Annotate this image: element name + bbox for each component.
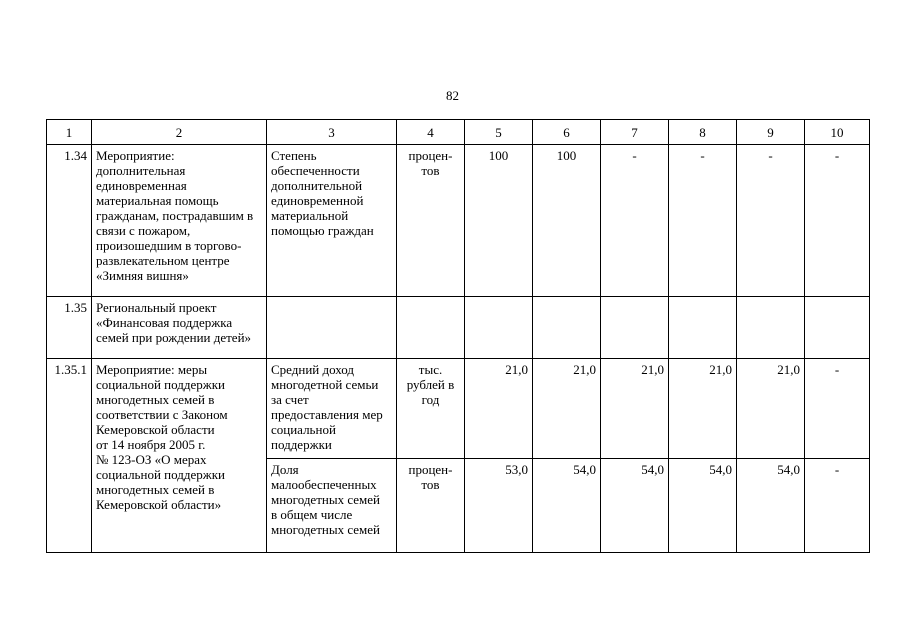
value-cell: 100	[465, 145, 533, 297]
value-cell: 54,0	[601, 459, 669, 553]
empty-cell	[737, 297, 805, 359]
column-header: 7	[601, 120, 669, 145]
value-cell: 21,0	[533, 359, 601, 459]
empty-cell	[397, 297, 465, 359]
empty-cell	[267, 297, 397, 359]
column-header: 5	[465, 120, 533, 145]
value-cell: -	[805, 459, 870, 553]
empty-cell	[669, 297, 737, 359]
event-cell: Мероприятие: меры социальной поддержки многодетных семей в соответствии с Законом Кемеровской области от 14 ноября 2005 г. № 123-ОЗ «О мерах социальной поддержки многодетных семей в Кемеровской области»	[92, 359, 267, 553]
value-cell: 100	[533, 145, 601, 297]
column-header: 3	[267, 120, 397, 145]
row-number: 1.35.1	[47, 359, 92, 553]
column-header: 8	[669, 120, 737, 145]
row-number: 1.35	[47, 297, 92, 359]
page-number: 82	[446, 88, 459, 103]
column-header: 1	[47, 120, 92, 145]
value-cell: 21,0	[737, 359, 805, 459]
value-cell: 54,0	[533, 459, 601, 553]
value-cell: 54,0	[737, 459, 805, 553]
unit-cell: процен- тов	[397, 145, 465, 297]
value-cell: -	[737, 145, 805, 297]
value-cell: 21,0	[601, 359, 669, 459]
value-cell: 53,0	[465, 459, 533, 553]
column-header: 10	[805, 120, 870, 145]
column-header: 4	[397, 120, 465, 145]
column-header: 6	[533, 120, 601, 145]
empty-cell	[465, 297, 533, 359]
value-cell: -	[669, 145, 737, 297]
event-cell: Мероприятие: дополнительная единовременная материальная помощь гражданам, пострадавшим в связи с пожаром, произошедшим в торгово- развлекательном центре «Зимняя вишня»	[92, 145, 267, 297]
empty-cell	[601, 297, 669, 359]
value-cell: -	[805, 359, 870, 459]
indicator-cell: Доля малообеспеченных многодетных семей в общем числе многодетных семей	[267, 459, 397, 553]
value-cell: 21,0	[465, 359, 533, 459]
indicators-table	[46, 119, 870, 553]
unit-cell: процен- тов	[397, 459, 465, 553]
table-row	[47, 145, 870, 297]
indicator-cell: Средний доход многодетной семьи за счет предоставления мер социальной поддержки	[267, 359, 397, 459]
column-header: 2	[92, 120, 267, 145]
table-header-row	[47, 120, 870, 145]
table-row	[47, 359, 870, 459]
value-cell: -	[805, 145, 870, 297]
value-cell: -	[601, 145, 669, 297]
event-cell: Региональный проект «Финансовая поддержка семей при рождении детей»	[92, 297, 267, 359]
unit-cell: тыс. рублей в год	[397, 359, 465, 459]
empty-cell	[805, 297, 870, 359]
value-cell: 54,0	[669, 459, 737, 553]
value-cell: 21,0	[669, 359, 737, 459]
row-number: 1.34	[47, 145, 92, 297]
indicator-cell: Степень обеспеченности дополнительной единовременной материальной помощью граждан	[267, 145, 397, 297]
empty-cell	[533, 297, 601, 359]
table-row	[47, 297, 870, 359]
column-header: 9	[737, 120, 805, 145]
